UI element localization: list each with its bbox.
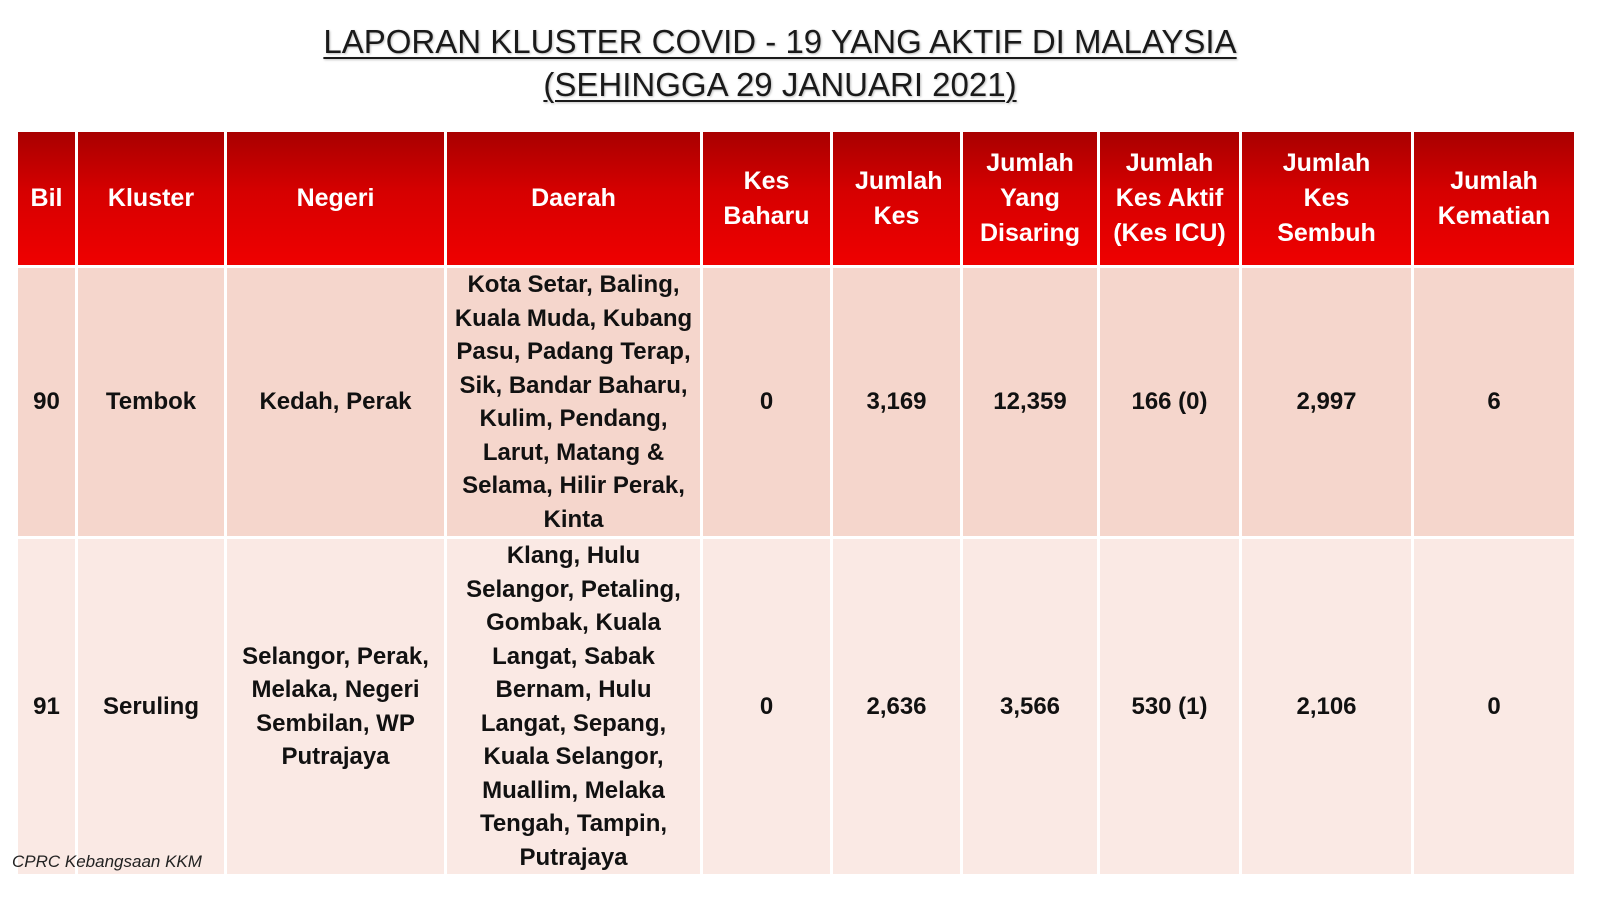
cell-negeri: Selangor, Perak, Melaka, Negeri Sembilan, WP Putrajaya <box>227 539 444 874</box>
header-daerah: Daerah <box>447 132 700 265</box>
header-bil: Bil <box>18 132 75 265</box>
header-negeri: Negeri <box>227 132 444 265</box>
cell-jumlah-kes-aktif: 530 (1) <box>1100 539 1239 874</box>
header-kluster: Kluster <box>78 132 224 265</box>
source-footnote: CPRC Kebangsaan KKM <box>12 852 202 871</box>
cell-kluster: Seruling <box>78 539 224 874</box>
table-row <box>18 539 1574 874</box>
cell-daerah: Klang, Hulu Selangor, Petaling, Gombak, Kuala Langat, Sabak Bernam, Hulu Langat, Sepang, Kuala Selangor, Muallim, Melaka Tengah, Tampin, Putrajaya <box>447 539 700 874</box>
table-header-row <box>18 132 1574 265</box>
report-title <box>0 20 1560 106</box>
cell-jumlah-kes: 3,169 <box>833 268 960 536</box>
report-title-line2: (SEHINGGA 29 JANUARI 2021) <box>543 66 1017 103</box>
cell-daerah: Kota Setar, Baling, Kuala Muda, Kubang Pasu, Padang Terap, Sik, Bandar Baharu, Kulim, Pendang, Larut, Matang & Selama, Hilir Perak, Kinta <box>447 268 700 536</box>
report-title-line1: LAPORAN KLUSTER COVID - 19 YANG AKTIF DI MALAYSIA <box>323 23 1237 60</box>
table-row <box>18 268 1574 536</box>
header-jumlah-kes: Jumlah Kes <box>833 132 960 265</box>
cell-jumlah-disaring: 12,359 <box>963 268 1097 536</box>
cell-kes-baharu: 0 <box>703 539 830 874</box>
header-jumlah-kes-aktif: Jumlah Kes Aktif (Kes ICU) <box>1100 132 1239 265</box>
header-jumlah-kematian: Jumlah Kematian <box>1414 132 1574 265</box>
cell-negeri: Kedah, Perak <box>227 268 444 536</box>
header-kes-baharu: Kes Baharu <box>703 132 830 265</box>
header-jumlah-kes-sembuh: Jumlah Kes Sembuh <box>1242 132 1411 265</box>
cell-jumlah-kematian: 0 <box>1414 539 1574 874</box>
cell-kluster: Tembok <box>78 268 224 536</box>
cell-jumlah-kes-sembuh: 2,997 <box>1242 268 1411 536</box>
cell-kes-baharu: 0 <box>703 268 830 536</box>
cell-bil: 90 <box>18 268 75 536</box>
cell-jumlah-kes-aktif: 166 (0) <box>1100 268 1239 536</box>
header-jumlah-disaring: Jumlah Yang Disaring <box>963 132 1097 265</box>
cell-jumlah-disaring: 3,566 <box>963 539 1097 874</box>
cell-bil: 91 <box>18 539 75 874</box>
cluster-table <box>15 129 1577 877</box>
cell-jumlah-kematian: 6 <box>1414 268 1574 536</box>
cell-jumlah-kes: 2,636 <box>833 539 960 874</box>
cell-jumlah-kes-sembuh: 2,106 <box>1242 539 1411 874</box>
